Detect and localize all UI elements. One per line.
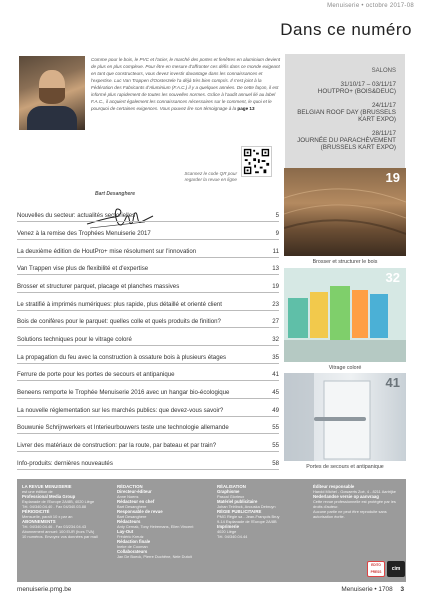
colophon-text: Anne Noens — [117, 494, 139, 499]
colophon-heading: RÉALISATION — [217, 484, 246, 489]
toc-title: Venez à la remise des Trophées Menuiserie 2017 — [17, 230, 151, 237]
colophon-text: Mensuelle, paraît 10 x par an — [22, 514, 73, 519]
colophon-text: Frédéric Kreutz — [117, 534, 144, 539]
colophon-text: Johan Teirlinck, Anouska Debruyn — [217, 504, 276, 509]
colophon-heading: Imprimerie — [217, 524, 239, 529]
toc-entry[interactable] — [17, 316, 279, 328]
toc-page: 27 — [272, 318, 279, 325]
editorial-text — [91, 56, 281, 112]
toc-page: 35 — [272, 354, 279, 361]
salon-date: 24/11/17 — [371, 102, 396, 109]
colophon-text: 10 numéros. Envoyez vos données par mail — [22, 534, 98, 539]
toc-title: Bouwunie Schrijnwerkers et Interieurbouwers teste une technologie allemande — [17, 424, 229, 431]
colophon-text: 4020 Liège — [217, 529, 237, 534]
colophon-heading: LA REVUE MENUISERIE — [22, 484, 72, 489]
colophon — [17, 479, 406, 582]
toc-title: Info-produits: dernières nouveautés — [17, 460, 113, 467]
thumb-image-glass — [284, 268, 406, 362]
toc-page: 45 — [272, 389, 279, 396]
colophon-col-editor — [313, 484, 403, 519]
salon-name: HOUTPRO+ (BOIS&DEUC) — [317, 88, 396, 95]
colophon-text: PMG Régie sa - Jean-François Bruy — [217, 514, 280, 519]
header-line: Menuiserie • octobre 2017-08 — [327, 3, 414, 9]
colophon-col-realisation — [217, 484, 307, 539]
colophon-heading: Directeur-éditeur — [117, 489, 152, 494]
badge-label: cim — [391, 566, 401, 572]
colophon-heading: RÉDACTION — [117, 484, 143, 489]
toc-title: Livrer des matériaux de construction: par la route, par bateau et par train? — [17, 442, 217, 449]
toc-page: 19 — [272, 283, 279, 290]
toc-entry[interactable] — [17, 281, 279, 293]
toc-page: 41 — [272, 371, 279, 378]
toc-title: Solutions techniques pour le vitrage coloré — [17, 336, 132, 343]
salons-title: SALONS — [371, 68, 396, 74]
colophon-heading: Rédacteurs — [117, 519, 141, 524]
colophon-text: Tél. 04/340.04.44 — [217, 534, 248, 539]
salon-name: BELGIAN ROOF DAY (BRUSSELS KART EXPO) — [297, 109, 396, 123]
toc-page: 11 — [272, 248, 279, 255]
toc-entry[interactable] — [17, 228, 279, 240]
thumb-vitrage[interactable] — [284, 268, 406, 371]
toc-title: Bois de conifères pour le parquet: quelles colle et quels produits de finition? — [17, 318, 221, 325]
colophon-text: Harold Michel - Gowaerts Zoé, 4 - 8211 Aartrijke — [313, 489, 396, 494]
colophon-heading: Responsable de revue — [117, 509, 163, 514]
edito-press-badge — [367, 561, 385, 577]
toc-page: 23 — [272, 301, 279, 308]
colophon-text: Tél. 04/340.04.40 - Fax 04/340.03.88 — [22, 504, 87, 509]
toc-title: Beneens remporte le Trophée Menuiserie 2016 avec un hangar bio-écologique — [17, 389, 230, 396]
toc-entry[interactable] — [17, 246, 279, 258]
colophon-text: Abonnement annuel: 100 EUR (hors TVA) — [22, 529, 95, 534]
colophon-text: est une édition de — [22, 489, 53, 494]
colophon-heading: Professional Media Group — [22, 494, 76, 499]
toc-title: Le stratifié à imprimés numériques: plus rapide, plus détaillé et orienté client — [17, 301, 222, 308]
toc-title: Van Trappen vise plus de flexibilité et d'expertise — [17, 265, 149, 272]
colophon-text: Bart Desanghere — [117, 504, 147, 509]
toc-entry[interactable] — [17, 369, 279, 381]
colophon-col-redaction — [117, 484, 212, 559]
salon-date: 31/10/17 – 03/11/17 — [340, 81, 396, 88]
toc-title: La deuxième édition de HoutPro+ mise résolument sur l'innovation — [17, 248, 197, 255]
colophon-heading: Matériel publicitaire — [217, 499, 258, 504]
page-number: 3 — [400, 586, 404, 593]
author-name: Bart Desanghere — [95, 191, 136, 197]
colophon-text: Ineke de Cooman — [117, 544, 148, 549]
toc-title: La nouvelle réglementation sur les marchés publics: que devez-vous savoir? — [17, 407, 224, 414]
salon-date: 28/11/17 — [371, 130, 396, 137]
issue-info — [341, 586, 404, 593]
toc-entry[interactable] — [17, 405, 279, 417]
toc-entry[interactable] — [17, 352, 279, 364]
colophon-heading: PÉRIODICITÉ — [22, 509, 50, 514]
toc-entry[interactable] — [17, 440, 279, 452]
thumb-number: 32 — [385, 270, 400, 285]
colophon-text: Cette revue professionnelle est protégée par les droits d'auteur. — [313, 499, 396, 509]
thumb-image-wood — [284, 168, 406, 256]
portrait-body — [27, 106, 77, 130]
colophon-text: Anty Cernak, Tony Heiremans, Ellen Vincent — [117, 524, 194, 529]
colophon-text: Jan De Boeck, Pierre Duchêne, Nele Dutoit — [117, 554, 192, 559]
page-title: Dans ce numéro — [280, 20, 412, 39]
editorial-body: Comme pour le bois, le PVC et l'acier, le marché des portes et fenêtres en aluminium devient de plus en plus complexe. Pour être en mesure d'affronter ces défis dans ce monde exigeant en tant que constructeurs, vous devez investir davantage dans les connaissances et l'expertise. Luc Van Trappen d'Oosterzele l'a déjà très bien compris. Il s'est joint à la Fédération des Fabricants d'Aluminium (F.A.C.) il y a quelques années. De cette façon, il est informé plus rapidement de toutes les nouvelles normes. Grâce à l'audit annuel lié au label F.A.C., il acquiert également les connaissances nécessaires sur le comment, le quoi et le pourquoi de certaines exigences. Vous pouvez lire son témoignage à la — [91, 57, 281, 111]
colophon-text: Aucune partie ne peut être reproduite sans autorisation écrite. — [313, 509, 387, 519]
thumb-brosser[interactable] — [284, 168, 406, 265]
colophon-heading: Éditeur responsable — [313, 484, 355, 489]
thumb-caption: Vitrage coloré — [328, 365, 362, 371]
colophon-heading: Rédacteur en chef — [117, 499, 155, 504]
colophon-text: Bart Desanghere — [117, 514, 147, 519]
colophon-text: 9-14 Esplanade de l'Europe 2A/8B — [217, 519, 277, 524]
colophon-heading: ABONNEMENTS — [22, 519, 56, 524]
toc-page: 9 — [275, 230, 279, 237]
toc-page: 13 — [272, 265, 279, 272]
salon-name: JOURNÉE DU PARACHÈVEMENT (BRUSSELS KART EXPO) — [297, 137, 396, 151]
colophon-col-publisher — [22, 484, 112, 539]
toc-entry[interactable] — [17, 458, 279, 470]
cim-badge — [387, 561, 405, 577]
toc-title: Nouvelles du secteur: actualités sectorielles — [17, 212, 136, 219]
colophon-heading: Collaborateurs — [117, 549, 148, 554]
toc-page: 58 — [272, 460, 279, 467]
website-link[interactable]: menuiserie.pmg.be — [17, 586, 72, 593]
thumb-portes[interactable] — [284, 373, 406, 470]
colophon-heading: Nederlandse versie op aanvraag — [313, 494, 379, 499]
editorial-intro — [17, 54, 279, 196]
toc-title: Brosser et structurer parquet, placage et planches massives — [17, 283, 180, 290]
toc-page: 55 — [272, 424, 279, 431]
toc-entry[interactable] — [17, 422, 279, 434]
toc-title: La propagation du feu avec la construction à ossature bois à plusieurs étages — [17, 354, 227, 361]
colophon-text: Pascal Glorieux — [217, 494, 245, 499]
toc-page: 55 — [272, 442, 279, 449]
portrait-beard — [39, 88, 65, 104]
toc-entry[interactable] — [17, 210, 279, 222]
toc-page: 32 — [272, 336, 279, 343]
qr-caption: Scannez le code QR pour regarder la revue en ligne — [184, 171, 237, 182]
thumb-number: 19 — [385, 170, 400, 185]
thumb-caption: Portes de secours et antipanique — [306, 464, 384, 470]
toc-entry[interactable] — [17, 334, 279, 346]
thumb-caption: Brosser et structurer le bois — [312, 259, 378, 265]
toc-entry[interactable] — [17, 387, 279, 399]
issue-label: Menuiserie • 1708 — [341, 586, 393, 593]
author-portrait — [19, 56, 85, 130]
toc-entry[interactable] — [17, 263, 279, 275]
colophon-text: Esplanade de l'Europe 2A/8B, 4020 Liège — [22, 499, 95, 504]
toc-page: 5 — [275, 212, 279, 219]
toc-entry[interactable] — [17, 299, 279, 311]
colophon-heading: Lay-Out — [117, 529, 134, 534]
toc-title: Ferrure de porte pour les portes de secours et antipanique — [17, 371, 175, 378]
qr-code-icon[interactable] — [241, 146, 272, 177]
thumb-number: 41 — [385, 375, 400, 390]
colophon-heading: Rédaction finale — [117, 539, 151, 544]
toc-page: 49 — [272, 407, 279, 414]
colophon-text: Tél. 04/340.04.46 - Fax 03/234.04.43 — [22, 524, 87, 529]
badge-label: EDITO PRESS — [370, 563, 382, 574]
colophon-heading: Graphisme — [217, 489, 240, 494]
colophon-heading: RÉGIE PUBLICITAIRE — [217, 509, 262, 514]
thumb-image-door — [284, 373, 406, 461]
editorial-page-ref[interactable]: page 13 — [237, 106, 255, 111]
